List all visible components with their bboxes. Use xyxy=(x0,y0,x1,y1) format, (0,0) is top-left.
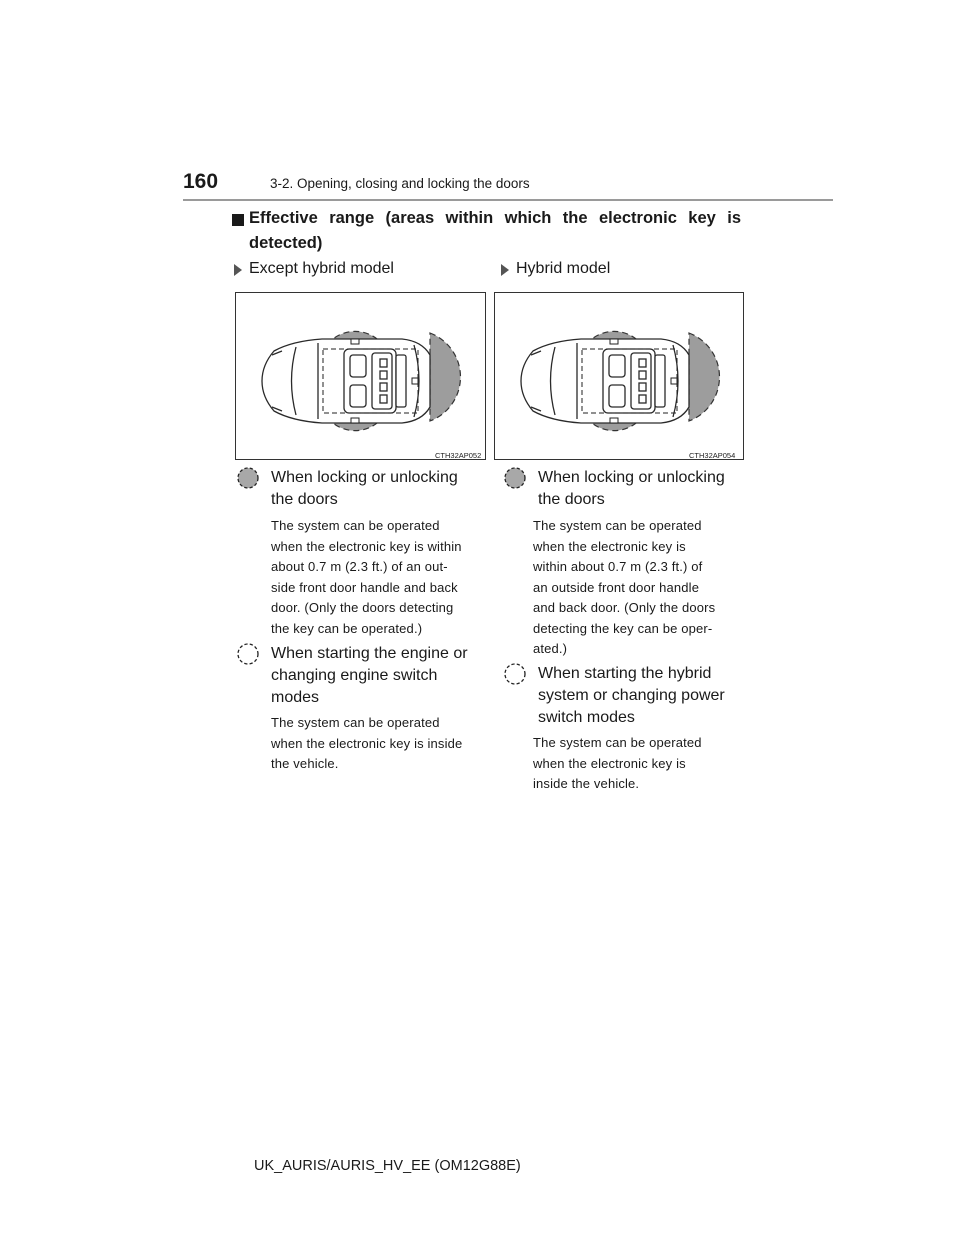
dashed-circle-dark-icon xyxy=(503,466,527,490)
item-body: The system can be operated when the electronic key is inside the vehicle. xyxy=(271,715,463,771)
item-body: The system can be operated when the electronic key is inside the vehicle. xyxy=(533,735,702,791)
item-body: The system can be operated when the electronic key is within about 0.7 m (2.3 ft.) of an outside front door handle and back door. (Only the doors detecting the key can be oper- ated.) xyxy=(533,518,716,656)
item-heading: When starting the hybrid system or changing power switch modes xyxy=(538,665,725,726)
square-bullet-icon xyxy=(232,214,244,226)
column-label-hybrid: Hybrid model xyxy=(516,260,611,277)
effective-range-figure-hybrid xyxy=(494,292,744,460)
page-number: 160 xyxy=(183,170,219,193)
section-title: Effective range (areas within which the electronic key is detected) xyxy=(249,209,741,252)
figure-code: CTH32AP054 xyxy=(689,451,736,460)
chapter-title: 3-2. Opening, closing and locking the doors xyxy=(270,176,530,191)
triangle-bullet-icon xyxy=(234,264,242,276)
triangle-bullet-icon xyxy=(501,264,509,276)
figure-code: CTH32AP052 xyxy=(435,451,482,460)
item-heading: When locking or unlocking the doors xyxy=(538,469,725,508)
effective-range-figure-except-hybrid xyxy=(235,292,486,460)
item-heading: When starting the engine or changing engine switch modes xyxy=(271,645,468,706)
header-divider xyxy=(183,199,833,201)
item-body: The system can be operated when the electronic key is within about 0.7 m (2.3 ft.) of an out- side front door handle and back door. (Only the doors detecting the key can be operated.) xyxy=(271,518,462,636)
dashed-circle-dark-icon xyxy=(236,466,260,490)
dashed-circle-light-icon xyxy=(236,642,260,666)
manual-code-footer: UK_AURIS/AURIS_HV_EE (OM12G88E) xyxy=(254,1158,521,1174)
item-heading: When locking or unlocking the doors xyxy=(271,469,458,508)
dashed-circle-light-icon xyxy=(503,662,527,686)
column-label-except-hybrid: Except hybrid model xyxy=(249,260,394,277)
